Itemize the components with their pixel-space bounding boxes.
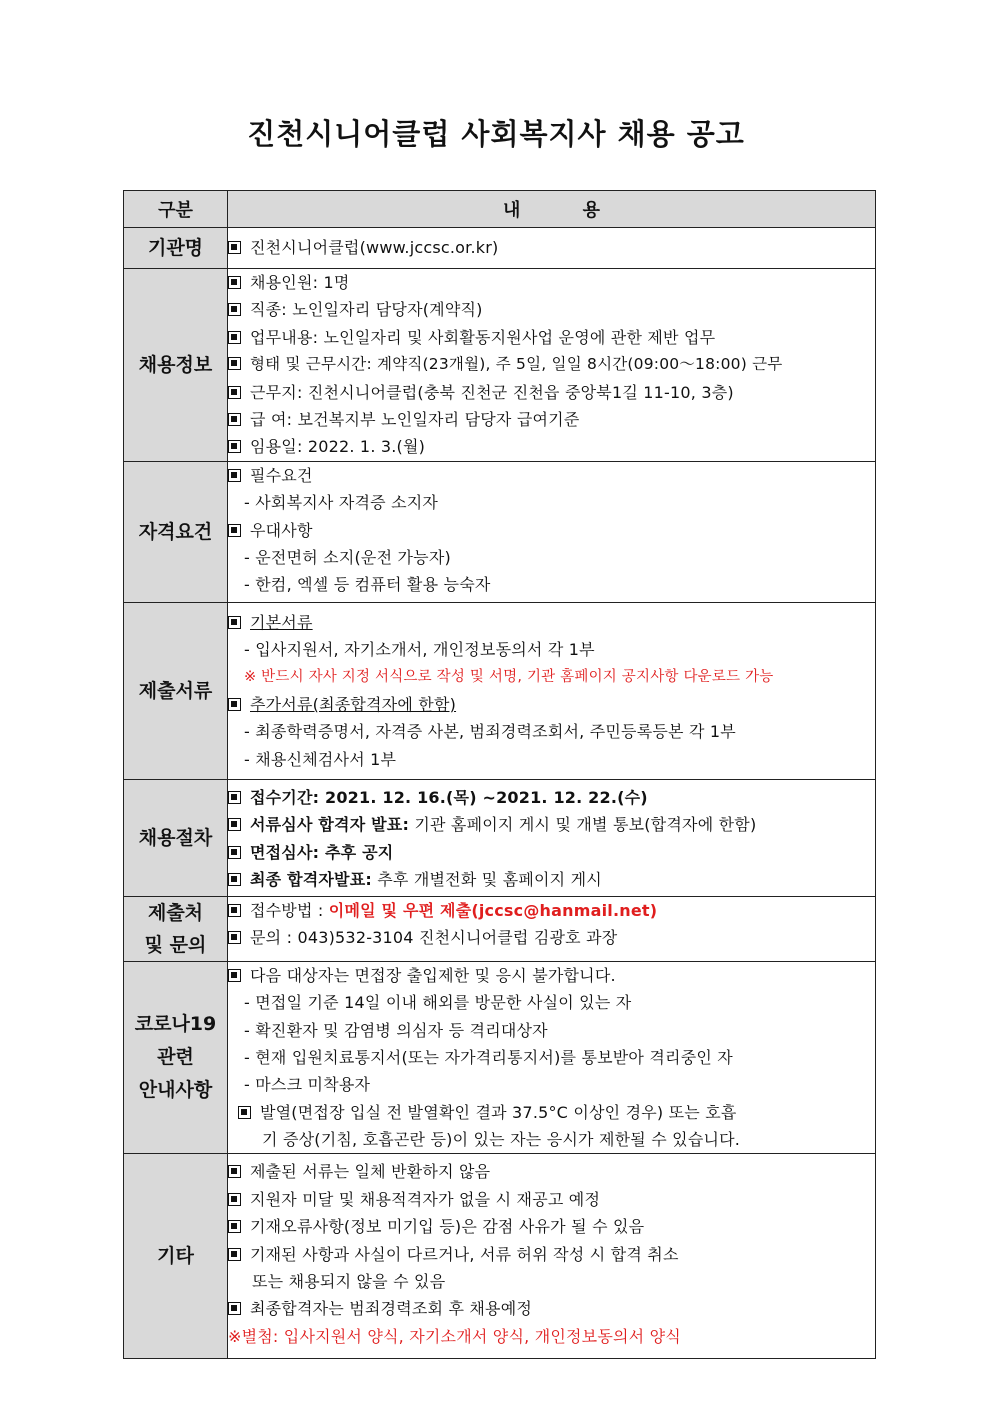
doc-result-label: 서류심사 합격자 발표: [250, 815, 410, 835]
bullet-square-icon [228, 386, 241, 399]
bullet-square-icon [228, 1248, 241, 1261]
hiring-location: 근무지: 진천시니어클럽(충북 진천군 진천읍 중앙북1길 11-10, 3층) [250, 382, 734, 402]
interview-info: 면접심사: 추후 공지 [250, 842, 394, 862]
inquiry-info: 문의 : 043)532-3104 진천시니어클럽 김광호 과장 [250, 928, 618, 948]
doc-result-value: 기관 홈페이지 게시 및 개별 통보(합격자에 한함) [409, 815, 757, 835]
documents-row [124, 602, 876, 779]
covid-label-line1: 코로나19 [134, 1013, 217, 1036]
bullet-square-icon [228, 1193, 241, 1206]
basic-docs-title: 기본서류 [250, 612, 313, 632]
extra-docs-item: - 최종학력증명서, 자격증 사본, 범죄경력조회서, 주민등록등본 각 1부 [244, 722, 736, 742]
hiring-headcount: 채용인원: 1명 [250, 273, 350, 292]
preferred-item: - 한컴, 엑셀 등 컴퓨터 활용 능숙자 [244, 575, 491, 595]
bullet-square-icon [228, 1165, 241, 1178]
qualification-label: 자격요건 [124, 461, 228, 602]
basic-docs-note: ※ 반드시 자사 지정 서식으로 작성 및 서명, 기관 홈페이지 공지사항 다운로드 가능 [244, 668, 774, 685]
contact-content [228, 896, 876, 961]
hiring-job-type: 직종: 노인일자리 담당자(계약직) [250, 300, 483, 320]
required-title: 필수요건 [250, 465, 313, 485]
table-header-row [124, 191, 876, 228]
hiring-duties: 업무내용: 노인일자리 및 사회활동지원사업 운영에 관한 제반 업무 [250, 327, 716, 347]
covid-item: - 면접일 기준 14일 이내 해외를 방문한 사실이 있는 자 [244, 993, 632, 1013]
org-content [228, 228, 876, 269]
documents-content [228, 602, 876, 779]
bullet-square-icon [228, 276, 241, 289]
org-label: 기관명 [124, 228, 228, 269]
recruitment-table [123, 190, 876, 1359]
extra-docs-item: - 채용신체검사서 1부 [244, 749, 397, 769]
bullet-square-icon [228, 241, 241, 254]
qualification-row [124, 461, 876, 602]
procedure-row [124, 779, 876, 896]
covid-item: - 마스크 미착용자 [244, 1075, 371, 1095]
contact-label-line2: 및 문의 [144, 933, 207, 956]
bullet-square-icon [238, 1106, 251, 1119]
basic-docs-item: - 입사지원서, 자기소개서, 개인정보동의서 각 1부 [244, 640, 595, 660]
hiring-salary: 급 여: 보건복지부 노인일자리 담당자 급여기준 [250, 409, 580, 429]
qualification-content [228, 461, 876, 602]
covid-item: - 확진환자 및 감염병 의심자 등 격리대상자 [244, 1020, 548, 1040]
covid-content [228, 961, 876, 1154]
bullet-square-icon [228, 303, 241, 316]
etc-item: 지원자 미달 및 채용적격자가 없을 시 재공고 예정 [250, 1189, 601, 1209]
required-item: - 사회복지사 자격증 소지자 [244, 493, 439, 513]
covid-label-line3: 안내사항 [138, 1079, 213, 1102]
documents-label: 제출서류 [124, 602, 228, 779]
covid-label-line2: 관련 [157, 1046, 194, 1069]
etc-final-check: 최종합격자는 범죄경력조회 후 채용예정 [250, 1299, 533, 1319]
header-content: 내 용 [228, 191, 876, 228]
hiring-label: 채용정보 [124, 269, 228, 462]
etc-label: 기타 [124, 1154, 228, 1359]
preferred-item: - 운전면허 소지(운전 가능자) [244, 547, 451, 567]
bullet-square-icon [228, 969, 241, 982]
hiring-content [228, 269, 876, 462]
covid-label [124, 961, 228, 1154]
etc-content [228, 1154, 876, 1359]
bullet-square-icon [228, 524, 241, 537]
bullet-square-icon [228, 616, 241, 629]
bullet-square-icon [228, 698, 241, 711]
covid-intro: 다음 대상자는 면접장 출입제한 및 응시 불가합니다. [250, 965, 616, 985]
bullet-square-icon [228, 331, 241, 344]
bullet-square-icon [228, 413, 241, 426]
hiring-row [124, 269, 876, 462]
bullet-square-icon [228, 846, 241, 859]
bullet-square-icon [228, 440, 241, 453]
bullet-square-icon [228, 1302, 241, 1315]
covid-fever-line1: 발열(면접장 입실 전 발열확인 결과 37.5°C 이상인 경우) 또는 호흡 [260, 1102, 737, 1122]
final-result-label: 최종 합격자발표: [250, 869, 372, 889]
org-row [124, 228, 876, 269]
etc-attachment-note: ※별첨: 입사지원서 양식, 자기소개서 양식, 개인정보동의서 양식 [228, 1326, 681, 1346]
bullet-square-icon [228, 469, 241, 482]
procedure-content [228, 779, 876, 896]
extra-docs-title: 추가서류(최종합격자에 한함) [250, 694, 457, 714]
bullet-square-icon [228, 904, 241, 917]
preferred-title: 우대사항 [250, 520, 313, 540]
hiring-start-date: 임용일: 2022. 1. 3.(월) [250, 437, 426, 457]
contact-label-line1: 제출처 [147, 901, 204, 924]
org-name: 진천시니어클럽(www.jccsc.or.kr) [250, 238, 499, 258]
final-result-value: 추후 개별전화 및 홈페이지 게시 [371, 869, 602, 889]
etc-row [124, 1154, 876, 1359]
bullet-square-icon [228, 791, 241, 804]
bullet-square-icon [228, 931, 241, 944]
covid-row [124, 961, 876, 1154]
etc-item: 기재오류사항(정보 미기입 등)은 감점 사유가 될 수 있음 [250, 1217, 645, 1237]
etc-cancel-line1: 기재된 사항과 사실이 다르거나, 서류 허위 작성 시 합격 취소 [250, 1244, 679, 1264]
bullet-square-icon [228, 357, 241, 370]
header-category: 구분 [124, 191, 228, 228]
bullet-square-icon [228, 818, 241, 831]
covid-fever-line2: 기 증상(기침, 호흡곤란 등)이 있는 자는 응시가 제한될 수 있습니다. [262, 1130, 741, 1150]
covid-item: - 현재 입원치료통지서(또는 자가격리통지서)를 통보받아 격리중인 자 [244, 1047, 733, 1067]
submit-method-value: 이메일 및 우편 제출(jccsc@hanmail.net) [328, 900, 658, 920]
contact-row [124, 896, 876, 961]
procedure-label: 채용절차 [124, 779, 228, 896]
contact-label [124, 896, 228, 961]
etc-cancel-line2: 또는 채용되지 않을 수 있음 [252, 1272, 446, 1292]
application-period: 접수기간: 2021. 12. 16.(목) ~2021. 12. 22.(수) [250, 787, 648, 807]
hiring-hours: 형태 및 근무시간: 계약직(23개월), 주 5일, 일일 8시간(09:00～18:00) 근무 [250, 355, 783, 374]
bullet-square-icon [228, 873, 241, 886]
bullet-square-icon [228, 1220, 241, 1233]
submit-method-label: 접수방법 : [250, 900, 329, 920]
etc-item: 제출된 서류는 일체 반환하지 않음 [250, 1162, 491, 1182]
page-title: 진천시니어클럽 사회복지사 채용 공고 [247, 117, 745, 151]
